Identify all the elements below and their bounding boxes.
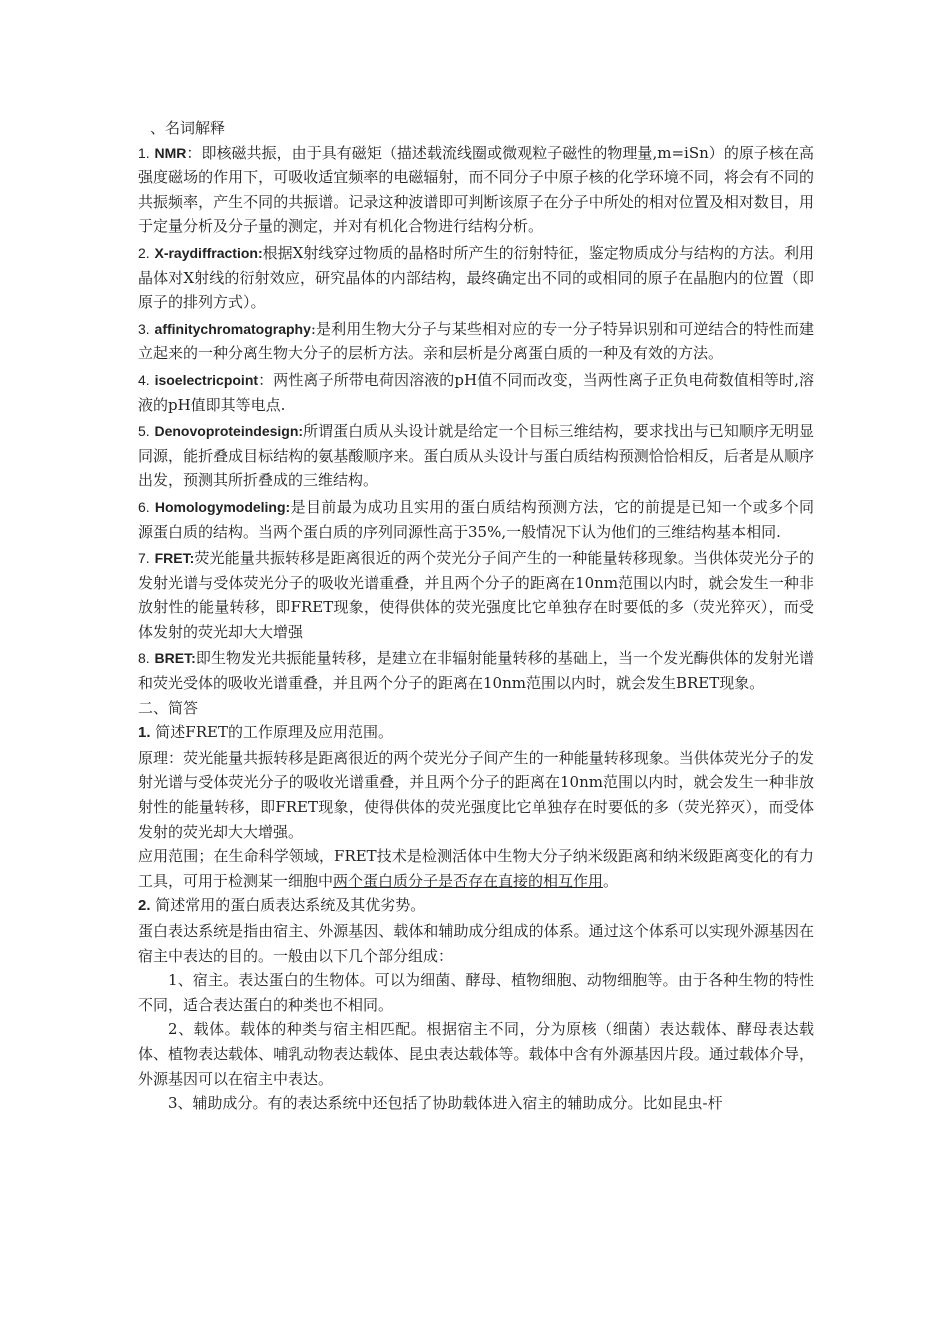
question-1-application	[138, 844, 814, 893]
question-2-item-vector: 2、载体。载体的种类与宿主相匹配。根据宿主不同，分为原核（细菌）表达载体、酵母表达载体、植物表达载体、哺乳动物表达载体、昆虫表达载体等。载体中含有外源基因片段。通过载体介导，外源基因可以在宿主中表达。	[138, 1020, 814, 1088]
term-label: Denovoproteindesign:	[154, 423, 304, 440]
question-text: 简述FRET的工作原理及应用范围。	[155, 723, 393, 742]
question-2-item-auxiliary: 3、辅助成分。有的表达系统中还包括了协助载体进入宿主的辅助成分。比如昆虫-杆	[168, 1094, 723, 1113]
application-text: 应用范围；在生命科学领域，FRET技术是检测活体中生物大分子纳米级距离和纳米级距离变化的有力工具，可用于检测某一细胞中	[138, 847, 814, 890]
item-number: 3.	[138, 320, 150, 337]
item-number: 2.	[138, 244, 150, 261]
question-2-title	[138, 893, 814, 919]
term-item-affinity	[138, 317, 814, 366]
term-label: isoelectricpoint	[154, 371, 259, 388]
term-label: FRET:	[154, 550, 195, 567]
term-label: Homologymodeling:	[154, 498, 291, 515]
question-2-intro: 蛋白表达系统是指由宿主、外源基因、载体和辅助成分组成的体系。通过这个体系可以实现外源基因在宿主中表达的目的。一般由以下几个部分组成：	[138, 922, 814, 965]
term-separator: ：	[186, 143, 202, 162]
item-number: 8.	[138, 650, 150, 667]
section1-heading: 、名词解释	[150, 119, 226, 137]
section2-heading: 二、简答	[138, 698, 199, 717]
application-end: 。	[603, 871, 619, 890]
term-separator: :	[310, 319, 316, 338]
term-definition: 两性离子所带电荷因溶液的pH值不同而改变，当两性离子正负电荷数值相等时,溶液的pH值即其等电点.	[138, 370, 814, 414]
term-definition: 是利用生物大分子与某些相对应的专一分子特异识别和可逆结合的特性而建立起来的一种分离生物大分子的层析方法。亲和层析是分离蛋白质的一种及有效的方法。	[138, 319, 814, 363]
item-number: 6.	[138, 498, 150, 515]
question-number: 2.	[138, 897, 151, 915]
term-item-fret	[138, 546, 814, 644]
document-page	[138, 116, 814, 1116]
term-item-homology	[138, 495, 814, 544]
term-label: BRET:	[154, 650, 196, 667]
application-underlined-text: 两个蛋白质分子是否存在直接的相互作用	[333, 871, 604, 890]
term-item-denovo	[138, 419, 814, 493]
term-item-bret	[138, 646, 814, 695]
question-1-principle: 原理：荧光能量共振转移是距离很近的两个荧光分子间产生的一种能量转移现象。当供体荧光分子的发射光谱与受体荧光分子的吸收光谱重叠，并且两个分子的距离在10nm范围以内时，就会发生一种非放射性的能量转移，即FRET现象，使得供体的荧光强度比它单独存在时要低的多（荧光猝灭），而受体发射的荧光却大大增强。	[138, 748, 814, 841]
term-definition: 即生物发光共振能量转移，是建立在非辐射能量转移的基础上，当一个发光酶供体的发射光谱和荧光受体的吸收光谱重叠，并且两个分子的距离在10nm范围以内时，就会发生BRET现象。	[138, 649, 814, 693]
item-number: 1.	[138, 144, 150, 161]
question-2-item-host: 1、宿主。表达蛋白的生物体。可以为细菌、酵母、植物细胞、动物细胞等。由于各种生物的特性不同，适合表达蛋白的种类也不相同。	[138, 971, 814, 1014]
term-separator: ：	[258, 370, 274, 389]
term-item-isoelectric	[138, 368, 814, 417]
term-definition: 即核磁共振，由于具有磁矩（描述载流线圈或微观粒子磁性的物理量,m=iSn）的原子核在高强度磁场的作用下，可吸收适宜频率的电磁辐射，而不同分子中原子核的化学环境不同，将会有不同的共振频率，产生不同的共振谱。记录这种波谱即可判断该原子在分子中所处的相对位置及相对数目，用于定量分析及分子量的测定，并对有机化合物进行结构分析。	[138, 143, 814, 236]
term-definition: 荧光能量共振转移是距离很近的两个荧光分子间产生的一种能量转移现象。当供体荧光分子的发射光谱与受体荧光分子的吸收光谱重叠，并且两个分子的距离在10nm范围以内时，就会发生一种非放射性的能量转移，即FRET现象，使得供体的荧光强度比它单独存在时要低的多（荧光猝灭），而受体发射的荧光却大大增强	[138, 549, 814, 641]
term-item-xray	[138, 241, 814, 315]
question-1-title	[138, 720, 814, 746]
question-text: 简述常用的蛋白质表达系统及其优劣势。	[155, 896, 426, 915]
term-label: affinitychromatography	[154, 320, 311, 337]
term-item-nmr	[138, 141, 814, 239]
item-number: 7.	[138, 550, 150, 567]
term-label: X-raydiffraction:	[154, 244, 263, 261]
item-number: 5.	[138, 423, 150, 440]
term-definition: 是目前最为成功且实用的蛋白质结构预测方法，它的前提是已知一个或多个同源蛋白质的结构。当两个蛋白质的序列同源性高于35%,一般情况下认为他们的三维结构基本相同.	[138, 497, 814, 541]
term-definition: 根据X射线穿过物质的晶格时所产生的衍射特征，鉴定物质成分与结构的方法。利用晶体对X射线的衍射效应，研究晶体的内部结构，最终确定出不同的或相同的原子在晶胞内的位置（即原子的排列方式）。	[138, 243, 814, 312]
question-number: 1.	[138, 724, 151, 742]
item-number: 4.	[138, 371, 150, 388]
term-definition: 所谓蛋白质从头设计就是给定一个目标三维结构，要求找出与已知顺序无明显同源，能折叠成目标结构的氨基酸顺序来。蛋白质从头设计与蛋白质结构预测恰恰相反，后者是从顺序出发，预测其所折叠成的三维结构。	[138, 422, 814, 490]
term-label: NMR	[154, 144, 187, 161]
